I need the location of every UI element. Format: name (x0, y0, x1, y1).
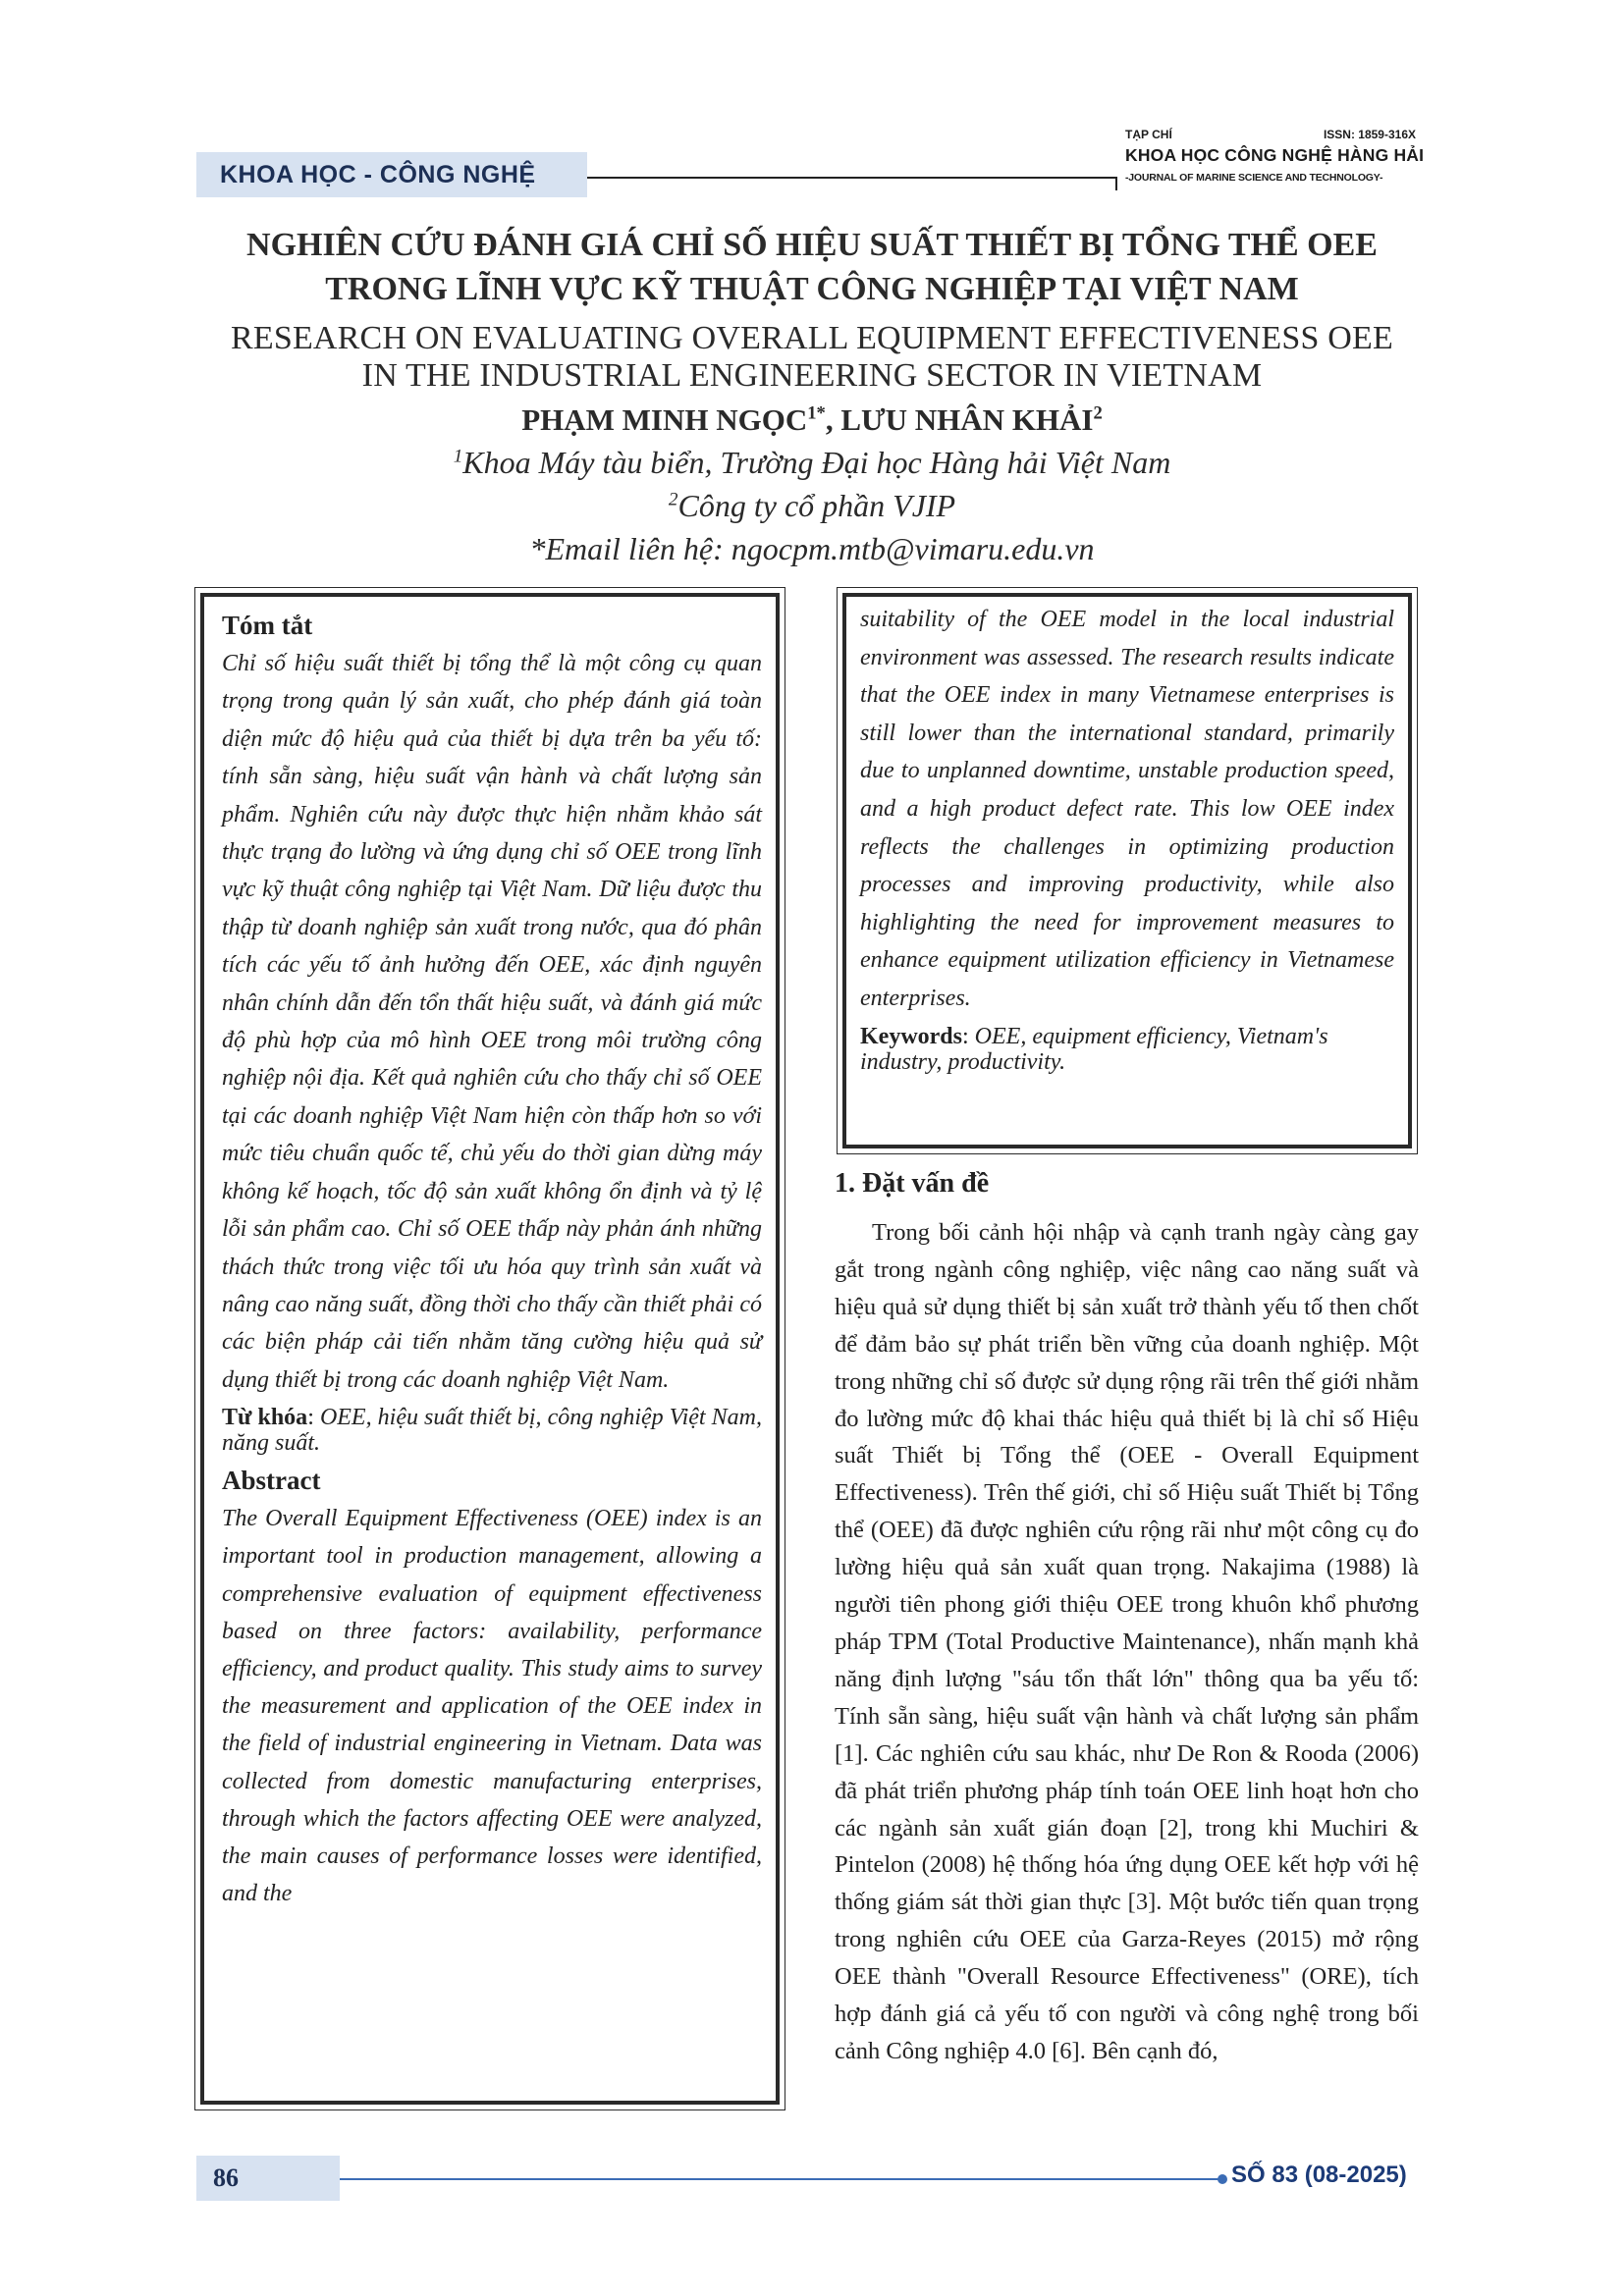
keywords-vn: Từ khóa: OEE, hiệu suất thiết bị, công nghiệp Việt Nam, năng suất. (222, 1405, 763, 1457)
journal-name: KHOA HỌC CÔNG NGHỆ HÀNG HẢI (1125, 145, 1425, 165)
abstract-en-text-part-1: The Overall Equipment Effectiveness (OEE) index is an important tool in production management, allowing a comprehensive evaluation of equipment effectiveness based on three factors: availability, performance efficiency, and product quality. This study aims to survey the measurement and application of the OEE index in the field of industrial engineering in Vietnam. Data was collected from domestic manufacturing enterprises, through which the factors affecting OEE were analyzed, the main causes of performance losses were identified, and the (222, 1506, 762, 1907)
abstract-vn-heading: Tóm tắt (222, 611, 313, 640)
affiliation-2: $^2$Công ty cổ phần VJIP (668, 488, 956, 523)
keywords-en: Keywords: OEE, equipment efficiency, Vietnam's industry, productivity. (860, 1023, 1328, 1075)
abstract-vn-text: Chỉ số hiệu suất thiết bị tổng thể là một công cụ quan trọng trong quản lý sản xuất, cho phép đánh giá toàn diện mức độ hiệu quả của thiết bị dựa trên ba yếu tố: tính sẵn sàng, hiệu suất vận hành và chất lượng sản phẩm. Nghiên cứu này được thực hiện nhằm khảo sát thực trạng đo lường và ứng dụng chỉ số OEE trong lĩnh vực kỹ thuật công nghiệp tại Việt Nam. Dữ liệu được thu thập từ doanh nghiệp sản xuất trong nước, qua đó phân tích các yếu tố ảnh hưởng đến OEE, xác định nguyên nhân chính dẫn đến tổn thất hiệu suất, và đánh giá mức độ phù hợp của mô hình OEE trong môi trường công nghiệp nội địa. Kết quả nghiên cứu cho thấy chỉ số OEE tại các doanh nghiệp Việt Nam hiện còn thấp hơn so với mức tiêu chuẩn quốc tế, chủ yếu do thời gian dừng máy không kế hoạch, tốc độ sản xuất không ổn định và tỷ lệ lỗi sản phẩm cao. Chỉ số OEE thấp này phản ánh những thách thức trong việc tối ưu hóa quy trình sản xuất và nâng cao năng suất, đồng thời cho thấy cần thiết phải có các biện pháp cải tiến nhằm tăng cường hiệu quả sử dụng thiết bị trong các doanh nghiệp Việt Nam. (222, 651, 762, 1393)
footer-dot (1218, 2174, 1227, 2184)
author-2: LƯU NHÂN KHẢI (840, 402, 1094, 437)
abstract-box-right (842, 593, 1412, 1148)
journal-masthead (1125, 128, 1425, 184)
section-label-text: KHOA HỌC - CÔNG NGHỆ (220, 160, 536, 188)
affiliation-1: $^1$Khoa Máy tàu biển, Trường Đại học Hàng hải Việt Nam (453, 445, 1171, 480)
title-en-line-2: IN THE INDUSTRIAL ENGINEERING SECTOR IN VIETNAM (361, 357, 1263, 394)
abstract-box-left (200, 593, 780, 2105)
header-divider-tick (1115, 177, 1117, 190)
title-vn-line-1: NGHIÊN CỨU ĐÁNH GIÁ CHỈ SỐ HIỆU SUẤT THIẾT BỊ TỔNG THỂ OEE (246, 227, 1378, 263)
author-1: PHẠM MINH NGỌC (521, 402, 808, 437)
section-1-heading: 1. Đặt vấn đề (835, 1168, 990, 1199)
issue-label: SỐ 83 (08-2025) (1231, 2162, 1407, 2188)
author-1-mark: 1* (807, 402, 826, 424)
title-en-line-1: RESEARCH ON EVALUATING OVERALL EQUIPMENT EFFECTIVENESS OEE (231, 320, 1393, 356)
journal-small-label: TẠP CHÍ (1125, 128, 1172, 141)
footer-divider (340, 2178, 1223, 2180)
author-line: PHẠM MINH NGỌC$^{1*}$, LƯU NHÂN KHẢI$^2$ (521, 402, 1103, 437)
title-vn-line-2: TRONG LĨNH VỰC KỸ THUẬT CÔNG NGHIỆP TẠI VIỆT NAM (325, 271, 1299, 307)
header-divider (587, 177, 1117, 179)
issn: ISSN: 1859-316X (1323, 128, 1416, 141)
page-number: 86 (196, 2156, 340, 2201)
contact-email: *Email liên hệ: ngocpm.mtb@vimaru.edu.vn (529, 531, 1095, 566)
abstract-en-text-part-2: suitability of the OEE model in the local industrial environment was assessed. The research results indicate that the OEE index in many Vietnamese enterprises is still lower than the international standard, primarily due to unplanned downtime, unstable production speed, and a high product defect rate. This low OEE index reflects the challenges in optimizing production processes and improving productivity, while also highlighting the need for improvement measures to enhance equipment utilization efficiency in Vietnamese enterprises. (860, 607, 1394, 1011)
section-1-paragraph: Trong bối cảnh hội nhập và cạnh tranh ngày càng gay gắt trong ngành công nghiệp, việc nâng cao năng suất và hiệu quả sử dụng thiết bị sản xuất trở thành yếu tố then chốt để đảm bảo sự phát triển bền vững của doanh nghiệp. Một trong những chỉ số được sử dụng rộng rãi trên thế giới nhằm đo lường mức độ khai thác hiệu quả thiết bị là chỉ số Hiệu suất Thiết bị Tổng thể (OEE - Overall Equipment Effectiveness). Trên thế giới, chỉ số Hiệu suất Thiết bị Tổng thể (OEE) đã được nghiên cứu rộng rãi như một công cụ đo lường hiệu quả sản xuất quan trọng. Nakajima (1988) là người tiên phong giới thiệu OEE trong khuôn khổ phương pháp TPM (Total Productive Maintenance), nhấn mạnh khả năng định lượng "sáu tổn thất lớn" thông qua ba yếu tố: Tính sẵn sàng, hiệu suất vận hành và chất lượng sản phẩm [1]. Các nghiên cứu sau khác, như De Ron & Rooda (2006) đã phát triển phương pháp tính toán OEE linh hoạt hơn cho các ngành sản xuất gián đoạn [2], trong khi Muchiri & Pintelon (2008) hệ thống hóa ứng dụng OEE kết hợp với hệ thống giám sát thời gian thực [3]. Một bước tiến quan trọng trong nghiên cứu OEE của Garza-Reyes (2015) mở rộng OEE thành "Overall Resource Effectiveness" (ORE), tích hợp đánh giá cả yếu tố con người và công nghệ trong bối cảnh Công nghiệp 4.0 [6]. Bên cạnh đó, (835, 1219, 1419, 2064)
journal-english-name: -JOURNAL OF MARINE SCIENCE AND TECHNOLOGY- (1125, 172, 1383, 184)
section-label (196, 152, 587, 197)
author-2-mark: 2 (1093, 402, 1103, 424)
abstract-en-heading: Abstract (222, 1466, 321, 1496)
